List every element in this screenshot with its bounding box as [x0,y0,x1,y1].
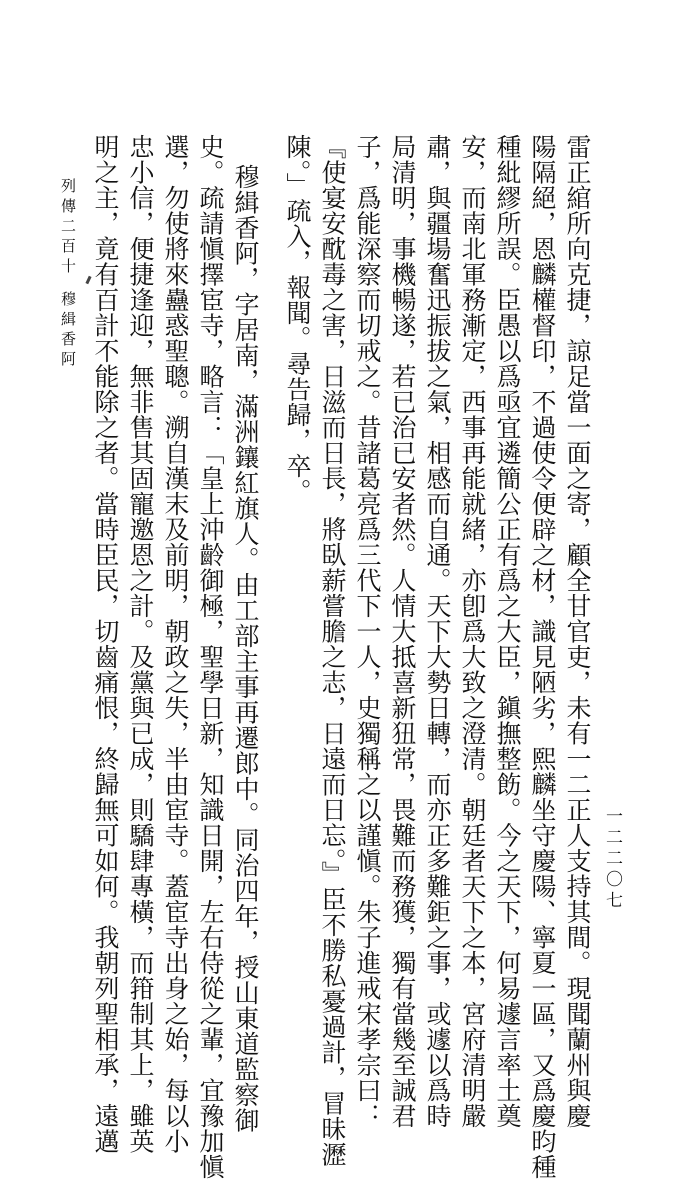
text-column-5: 肅，與疆場奮迅振拔之氣，相感而自通。天下大勢日轉，而亦正多難鉅之事，或遽以爲時 [423,134,452,1129]
running-header-volume: 列傳二百十 [59,178,77,278]
text-column-4: 安，而南北軍務漸定，西事再能就緒，亦卽爲大致之澄清。朝廷者天下之本，宮府清明嚴 [458,134,487,1129]
text-column-14: 明之主，竟有百計不能除之者。當時臣民，切齒痛恨，終歸無可如何。我朝列聖相承，遠邁 [91,134,120,1154]
text-column-7: 子，爲能深察而切戒之。昔諸葛亮爲三代下一人，史獨稱之以謹愼。朱子進戒宋孝宗曰： [353,134,382,1129]
text-column-2: 陽隔絕，恩麟權督印，不過使令便辟之材，識見陋劣，熙麟坐守慶陽、寧夏一區，又爲慶昀種 [528,134,557,1180]
text-column-3: 種紕繆所誤。臣愚以爲亟宜遴簡公正有爲之大臣，鎭撫整飭。今之天下，何易遽言率土奠 [493,134,522,1129]
text-column-9: 陳。」疏入，報聞。尋告歸，卒。 [283,134,312,504]
text-column-12: 選，勿使將來蠱惑聖聰。溯自漢末及前明，朝政之失，半由宦寺。蓋宦寺出身之始，每以小 [161,134,190,1154]
text-column-13: 忠小信，便捷逢迎，無非售其固寵邀恩之計。及黨與已成，則驕肆專橫，而箝制其上，雖英 [126,134,155,1154]
page-number: 一二二〇七 [602,807,622,912]
text-column-8: 『使宴安酖毒之害，日滋而日長，將臥薪嘗膽之志，日遠而日忘。』臣不勝私憂過計，冒昧瀝 [318,134,347,1167]
text-column-11: 史。疏請愼擇宦寺，略言：「皇上沖齡御極，聖學日新，知識日開，左右侍從之輩，宜豫加愼 [196,134,225,1180]
text-column-10: 穆緝香阿，字居南，滿洲鑲紅旗人。由工部主事再遷郎中。同治四年，授山東道監察御 [231,164,260,1133]
text-column-1: 雷正綰所向克捷，諒足當一面之寄，顧全甘官吏，未有一二正人支持其間。現聞蘭州與慶 [563,134,592,1129]
text-column-6: 局清明，事機暢遂，若已治已安者然。人情大抵喜新狃常，畏難而務獲，獨有當幾至誠君 [388,134,417,1129]
running-header-subject: 穆緝香阿 [59,291,77,371]
